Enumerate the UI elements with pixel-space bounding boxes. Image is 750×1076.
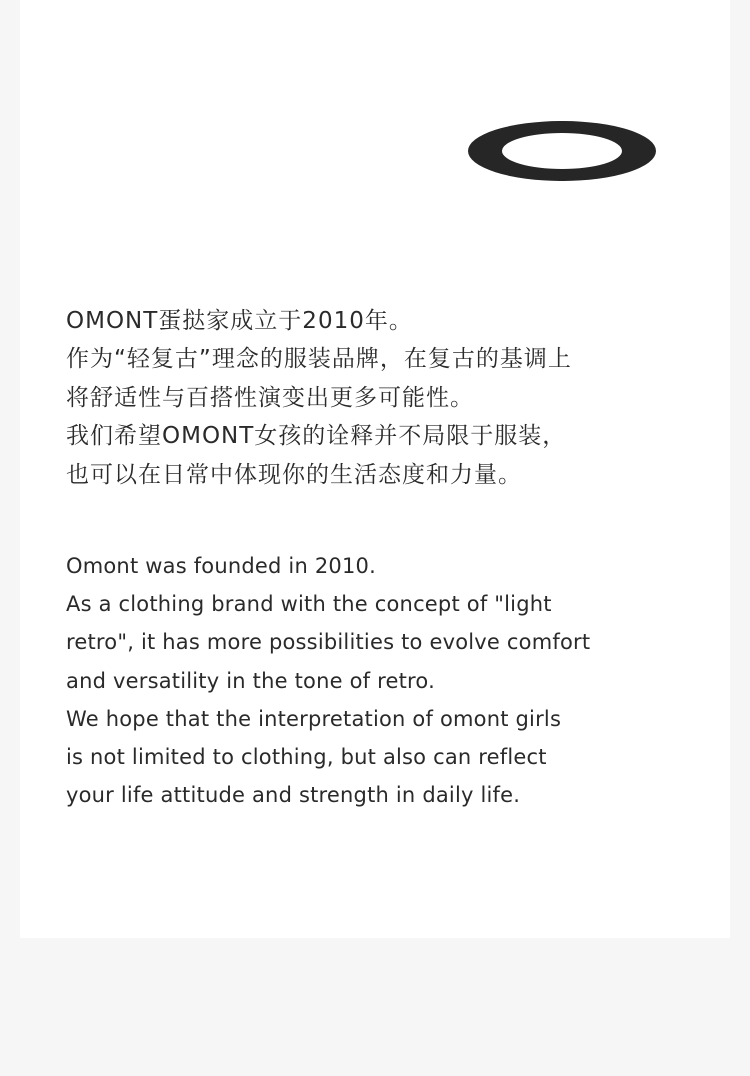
intro-zh-line: 也可以在日常中体现你的生活态度和力量。 bbox=[66, 461, 522, 488]
brand-intro-chinese bbox=[66, 302, 686, 494]
intro-zh-line: 作为“轻复古”理念的服装品牌，在复古的基调上 bbox=[66, 346, 572, 373]
brand-intro-english bbox=[66, 547, 686, 814]
intro-en-line: your life attitude and strength in daily life. bbox=[66, 783, 521, 808]
intro-en-line: We hope that the interpretation of omont girls bbox=[66, 706, 562, 731]
intro-zh-line: 将舒适性与百搭性演变出更多可能性。 bbox=[66, 384, 474, 411]
intro-en-line: As a clothing brand with the concept of "light bbox=[66, 592, 552, 617]
oval-ring-logo-icon bbox=[468, 121, 656, 181]
intro-zh-line: OMONT蛋挞家成立于2010年。 bbox=[66, 308, 413, 334]
intro-en-line: is not limited to clothing, but also can reflect bbox=[66, 745, 547, 770]
intro-en-line: retro", it has more possibilities to evolve comfort bbox=[66, 630, 591, 655]
intro-en-line: Omont was founded in 2010. bbox=[66, 554, 376, 578]
intro-en-line: and versatility in the tone of retro. bbox=[66, 668, 435, 693]
content-card bbox=[20, 0, 730, 938]
intro-zh-line: 我们希望OMONT女孩的诠释并不局限于服装， bbox=[66, 423, 567, 450]
